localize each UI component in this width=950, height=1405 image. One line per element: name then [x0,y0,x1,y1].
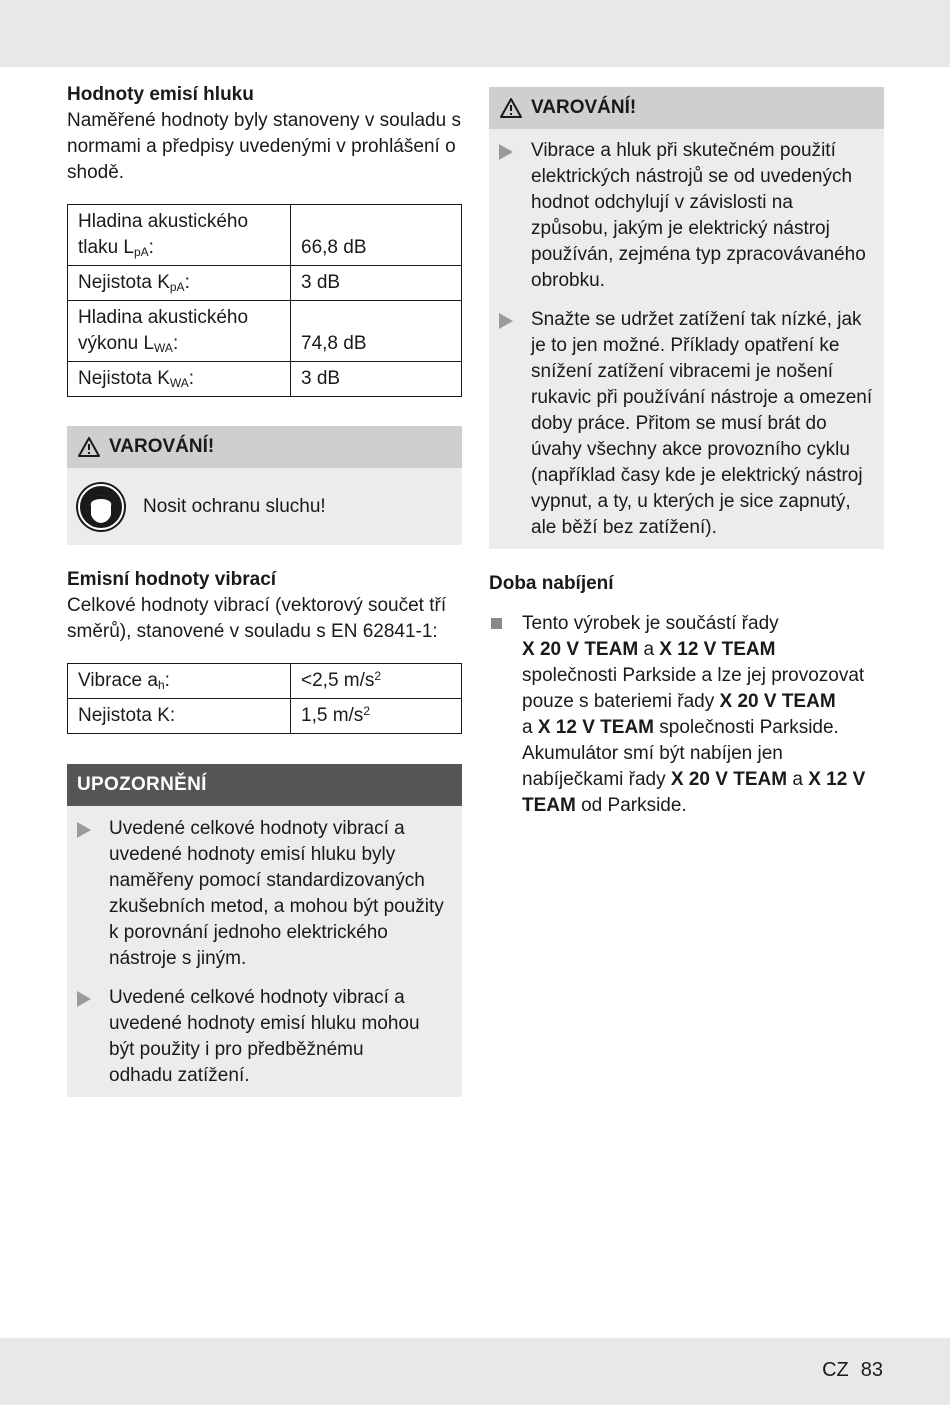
row-label-suffix: : [172,333,179,354]
arrow-bullet-icon [67,816,109,972]
note-title: UPOZORNĚNÍ [67,764,462,806]
series-name: X 20 V TEAM [670,769,788,790]
noise-section [67,82,462,397]
row-value-sup: 2 [363,704,370,718]
table-row [68,205,462,266]
note-box [67,764,462,1097]
warning-item-text: Snažte se udržet zatížení tak nízké, jak je to jen možné. Příklady opatření ke snížení zatížení vibracemi je nošení rukavic při používání nástroje a omezení doby práce. Přitom se musí brát do úvahy všechny akce provozního cyklu (například časy kde je elektrický nástroj vypnut, a ty, u kterých je sice zapnutý, ale běží bez zatížení). [531,309,873,538]
table-row [68,664,462,699]
left-column [67,82,462,1097]
conjunction: a [792,769,803,790]
charging-text-part: Tento výrobek je součástí řady [522,613,779,634]
row-value-cell [291,664,462,699]
warning-title: VAROVÁNÍ! [531,97,637,118]
charging-text-part: společnosti Parkside a lze jej provozovat pouze s bateriemi řady [522,665,865,712]
row-label-sub: pA [169,280,185,294]
note-item-text: Uvedené celkové hodnoty vibrací a uvedené hodnoty emisí hluku mohou být použity i pro předběžnému odhadu zatížení. [109,987,420,1086]
vibration-warning-box [489,87,884,549]
warning-triangle-icon [77,436,101,458]
row-label-sub: WA [169,376,189,390]
vibration-intro: Celkové hodnoty vibrací (vektorový součet tří směrů), stanovené v souladu s EN 62841-1: [67,595,447,642]
table-row [68,266,462,301]
row-label: výkonu L [78,333,155,354]
list-item [489,138,884,294]
table-row [68,699,462,734]
warning-triangle-icon [499,97,523,119]
vibration-section [67,567,462,734]
series-name: X 12 V TEAM [659,639,776,660]
charging-text-part: společnosti Parkside. Akumulátor smí být nabíjen jen nabíječkami řady [522,717,839,790]
row-label-suffix: : [148,237,154,258]
warning-header [489,87,884,129]
table-row [68,362,462,397]
noise-intro: Naměřené hodnoty byly stanoveny v souladu s normami a předpisy uvedenými v prohlášení o shodě. [67,110,461,183]
warning-item-text: Vibrace a hluk při skutečném použití elektrických nástrojů se od uvedených hodnot odchylují v závislosti na způsobu, jakým je elektrický nástroj používán, zejména typ zpracovávaného obrobku. [531,140,866,291]
ear-protection-icon [75,481,127,533]
charging-text-part: od Parkside. [581,795,687,816]
row-label: Nejistota K [78,368,170,389]
series-name: X 20 V TEAM [522,639,639,660]
series-name: X 20 V TEAM [719,691,836,712]
series-name: X 12 V TEAM [522,769,866,816]
conjunction: a [522,717,533,738]
warning-title: VAROVÁNÍ! [109,436,215,457]
arrow-bullet-icon [489,307,531,541]
charging-section [489,571,884,819]
warning-text: Nosit ochranu sluchu! [143,495,326,517]
row-value: 3 dB [291,266,462,301]
footer-band [0,1338,950,1405]
row-value: <2,5 m/s [301,670,375,691]
row-value-sup: 2 [374,669,382,683]
warning-body [67,468,462,545]
list-item [489,611,884,819]
vibration-heading: Emisní hodnoty vibrací [67,569,277,590]
row-label: Nejistota K [78,272,170,293]
series-name: X 12 V TEAM [537,717,655,738]
arrow-bullet-icon [489,138,531,294]
charging-heading: Doba nabíjení [489,573,614,594]
row-label-sub: pA [133,245,149,259]
list-item [489,307,884,541]
row-value: 66,8 dB [291,205,462,266]
list-item [67,816,462,972]
row-label-suffix: : [184,272,190,293]
row-value: 1,5 m/s [301,705,364,726]
table-row [68,301,462,362]
right-column [489,87,884,819]
square-bullet-icon [489,611,522,819]
page-number: 83 [860,1359,883,1381]
conjunction: a [643,639,655,660]
row-label-sub: WA [154,341,173,355]
row-label-suffix: : [188,368,195,389]
row-label: Hladina akustického [78,307,249,328]
row-label: Vibrace a [78,670,158,691]
row-value-cell [291,699,462,734]
noise-heading: Hodnoty emisí hluku [67,84,254,105]
row-label: Hladina akustického [78,211,249,232]
row-label-sub: h [157,678,165,692]
row-value: 3 dB [291,362,462,397]
charging-text [522,611,884,819]
header-band [0,0,950,67]
language-code: CZ [822,1359,849,1381]
row-value: 74,8 dB [291,301,462,362]
arrow-bullet-icon [67,985,109,1089]
row-label-suffix: : [164,670,170,691]
warning-header [67,426,462,468]
page-footer [822,1359,883,1382]
list-item [67,985,462,1089]
row-label: Nejistota K: [78,705,176,726]
hearing-warning-box [67,426,462,545]
note-item-text: Uvedené celkové hodnoty vibrací a uvedené hodnoty emisí hluku byly naměřeny pomocí standardizovaných zkušebních metod, a mohou být použity k porovnání jednoho elektrického nástroje s jiným. [109,818,444,969]
noise-table [67,204,462,397]
row-label: tlaku L [78,237,134,258]
vibration-table [67,663,462,734]
